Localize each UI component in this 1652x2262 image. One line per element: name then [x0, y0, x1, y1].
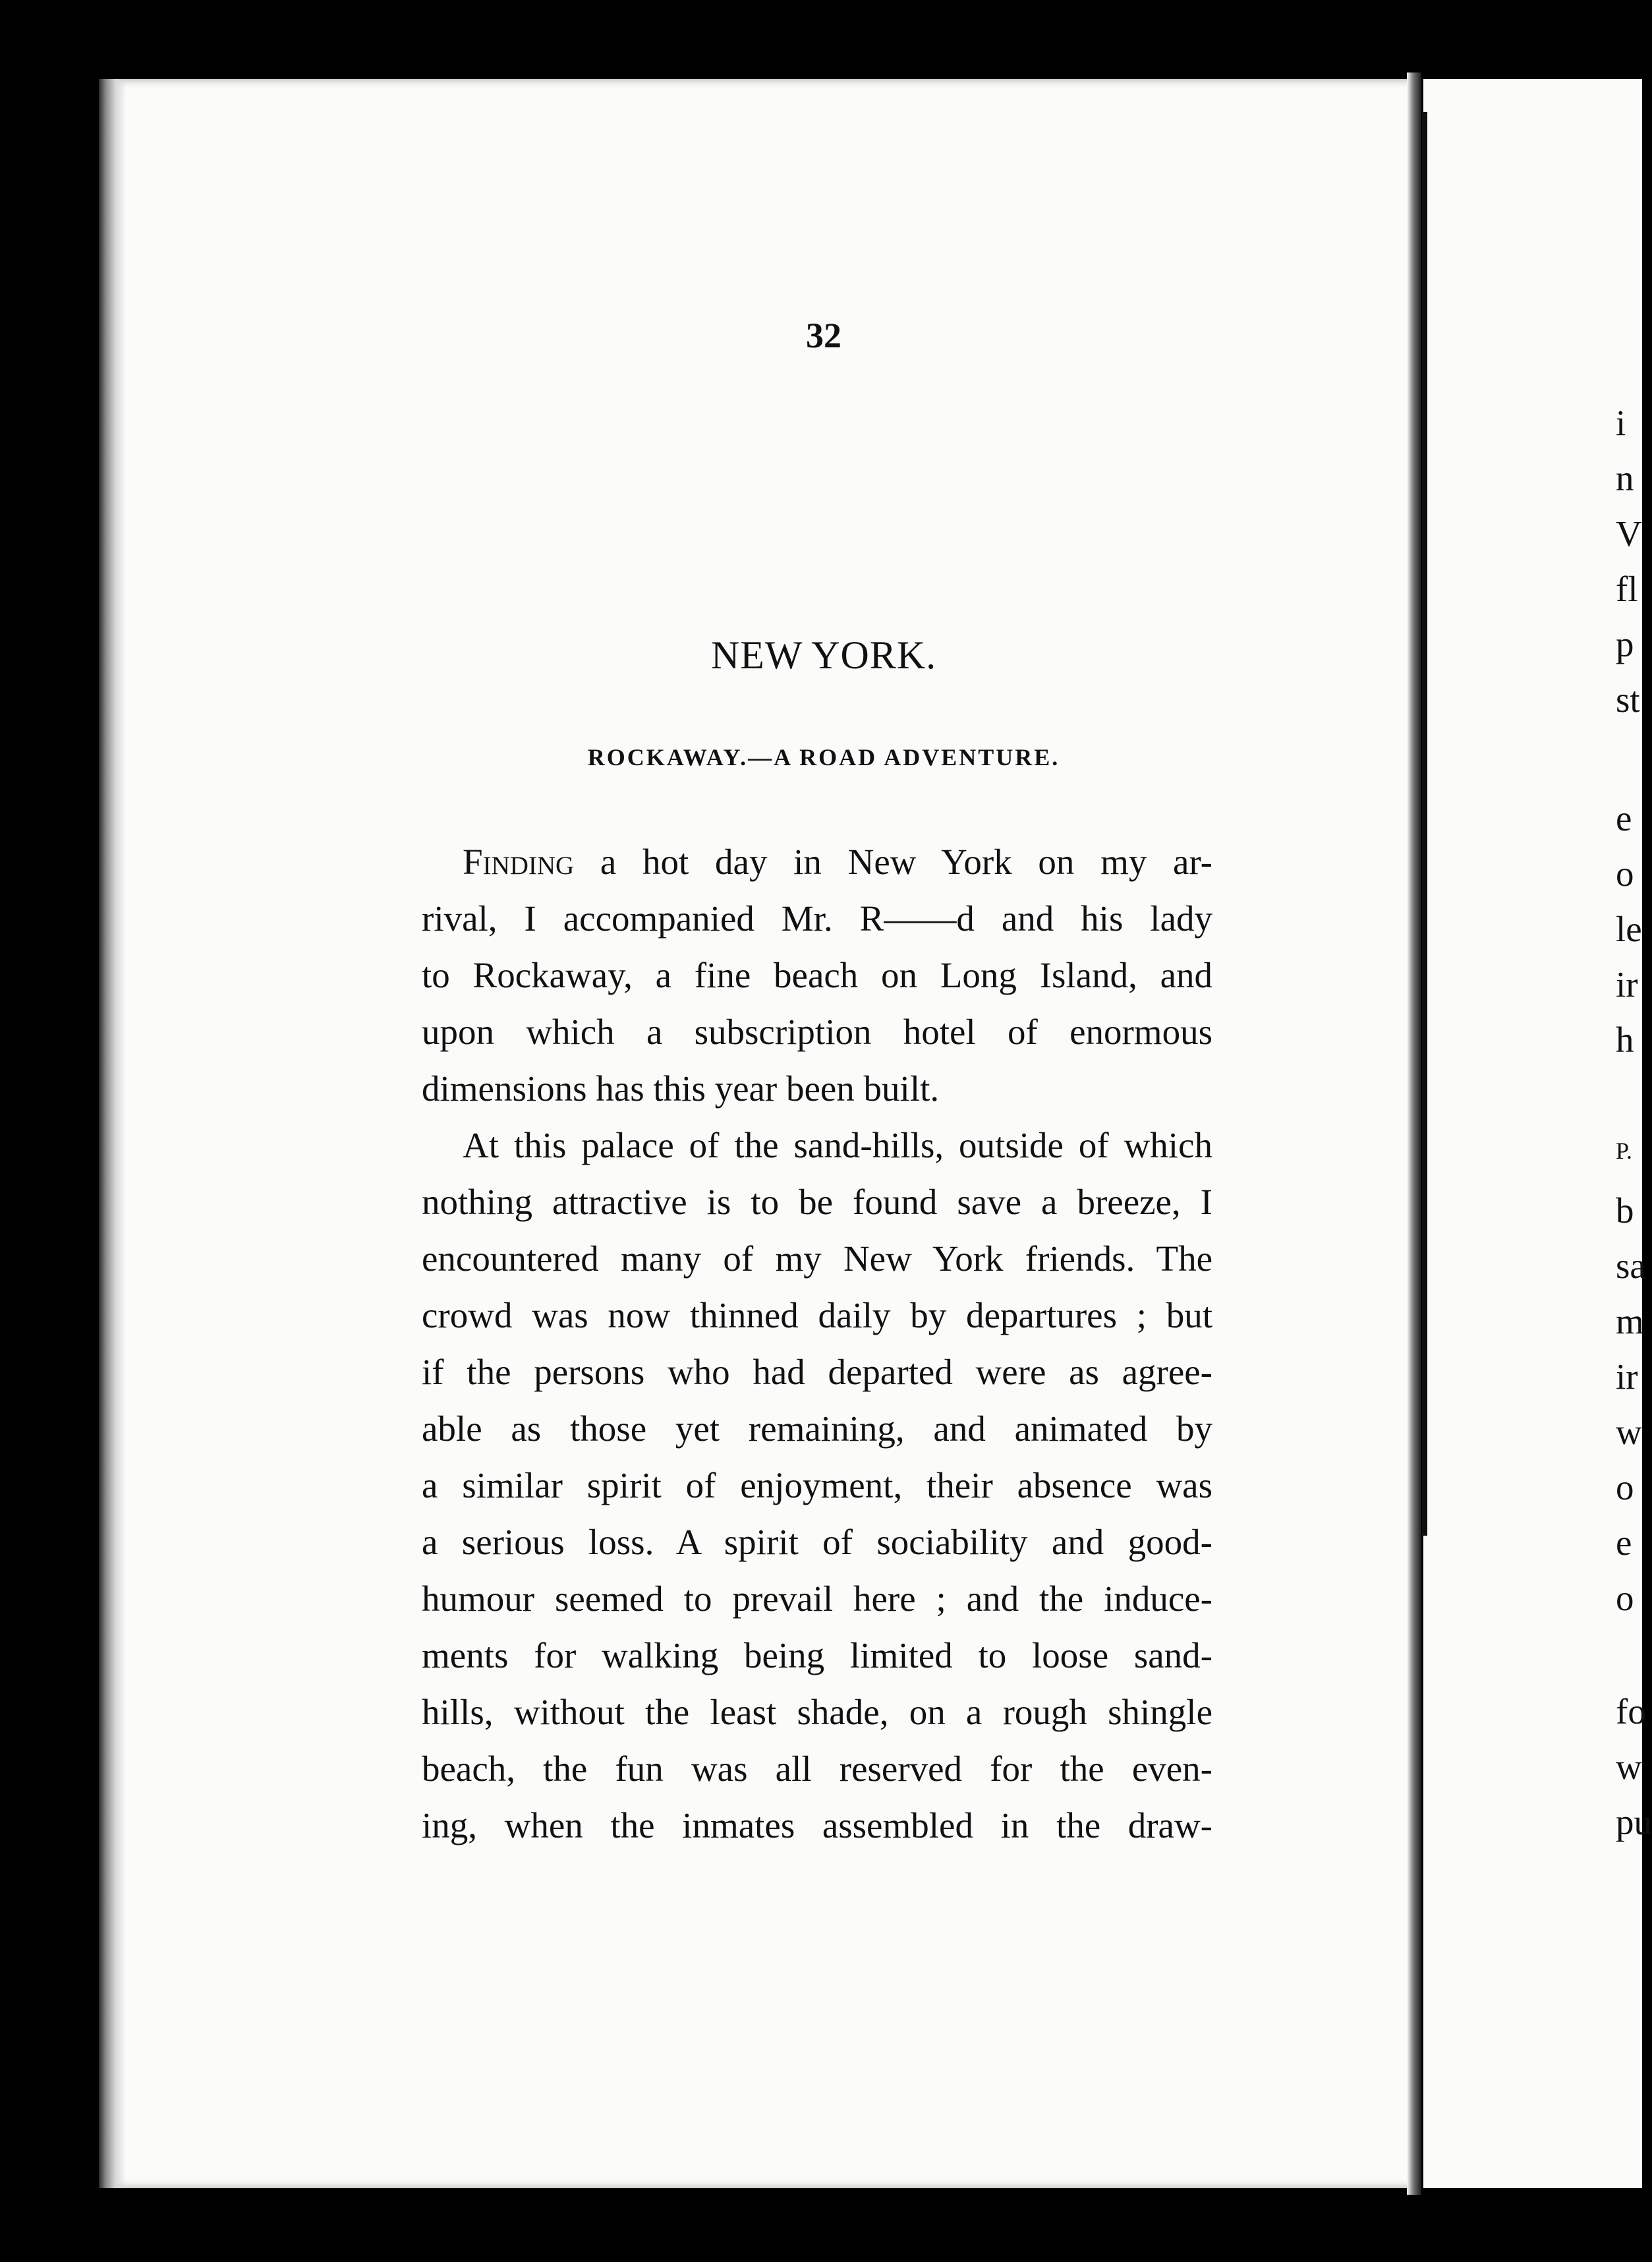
body-text: [422, 834, 1212, 1854]
right-page-fragment: o: [1616, 1578, 1634, 1618]
text-line: ments for walking being limited to loose sand-: [422, 1635, 1212, 1675]
right-page-fragment: w: [1616, 1747, 1642, 1787]
right-page-fragment: h: [1616, 1020, 1634, 1060]
text-line: crowd was now thinned daily by departures ; but: [422, 1295, 1212, 1335]
text-line: rival, I accompanied Mr. R——d and his lady: [422, 898, 1212, 939]
text-line: dimensions has this year been built.: [422, 1068, 940, 1109]
right-page-fragment: e: [1616, 1522, 1632, 1563]
right-page-fragment: le: [1616, 909, 1642, 949]
right-page: [1423, 79, 1642, 2188]
right-page-fragment: ir: [1616, 1356, 1638, 1397]
section-title: ROCKAWAY.—A ROAD ADVENTURE.: [587, 744, 1060, 770]
right-page-fragment: P.: [1616, 1138, 1633, 1164]
right-page-fragment: p: [1616, 624, 1634, 664]
paragraph-1-first-line: [422, 834, 1212, 890]
right-page-fragment: b: [1616, 1190, 1634, 1231]
right-page-fragment: e: [1616, 798, 1632, 838]
right-page-fragment: o: [1616, 1467, 1634, 1507]
text-line: ing, when the inmates assembled in the draw-: [422, 1805, 1212, 1845]
text-line: upon which a subscription hotel of enormous: [422, 1012, 1212, 1052]
binding-edge: [99, 79, 127, 2188]
right-page-fragment: fl: [1616, 569, 1638, 609]
right-page-fragment: st: [1616, 680, 1640, 720]
text-line: a similar spirit of enjoyment, their absence was: [422, 1465, 1212, 1505]
first-line-rest: a hot day in New York on my ar-: [574, 842, 1212, 882]
right-page-fragment: i: [1616, 403, 1626, 443]
right-page-fragment: w: [1616, 1412, 1642, 1452]
text-line: encountered many of my New York friends. The: [422, 1238, 1212, 1279]
right-page-fragment: m: [1616, 1301, 1644, 1341]
drop-word: Finding: [463, 842, 575, 882]
right-page-edge-rule: [1422, 112, 1427, 1536]
page-number: 32: [806, 316, 841, 355]
text-line: a serious loss. A spirit of sociability and good-: [422, 1522, 1212, 1562]
right-page-fragment: n: [1616, 458, 1634, 498]
right-page-fragment: ir: [1616, 964, 1638, 1004]
chapter-title: NEW YORK.: [710, 633, 937, 677]
gutter-shadow: [1407, 72, 1421, 2195]
right-page-fragment: pu: [1616, 1802, 1652, 1842]
text-line: to Rockaway, a fine beach on Long Island, and: [422, 955, 1212, 995]
right-page-fragment: o: [1616, 854, 1634, 894]
text-line: able as those yet remaining, and animated by: [422, 1408, 1212, 1449]
text-line: beach, the fun was all reserved for the even-: [422, 1749, 1212, 1789]
text-line: if the persons who had departed were as agree-: [422, 1352, 1212, 1392]
text-line: At this palace of the sand-hills, outside of which: [463, 1125, 1212, 1165]
right-page-fragment: sa: [1616, 1246, 1646, 1286]
text-line: humour seemed to prevail here ; and the induce-: [422, 1579, 1212, 1619]
text-line: nothing attractive is to be found save a breeze, I: [422, 1182, 1212, 1222]
right-page-fragment: fo: [1616, 1691, 1646, 1731]
text-line: hills, without the least shade, on a rough shingle: [422, 1692, 1212, 1732]
right-page-fragment: V: [1616, 513, 1642, 554]
